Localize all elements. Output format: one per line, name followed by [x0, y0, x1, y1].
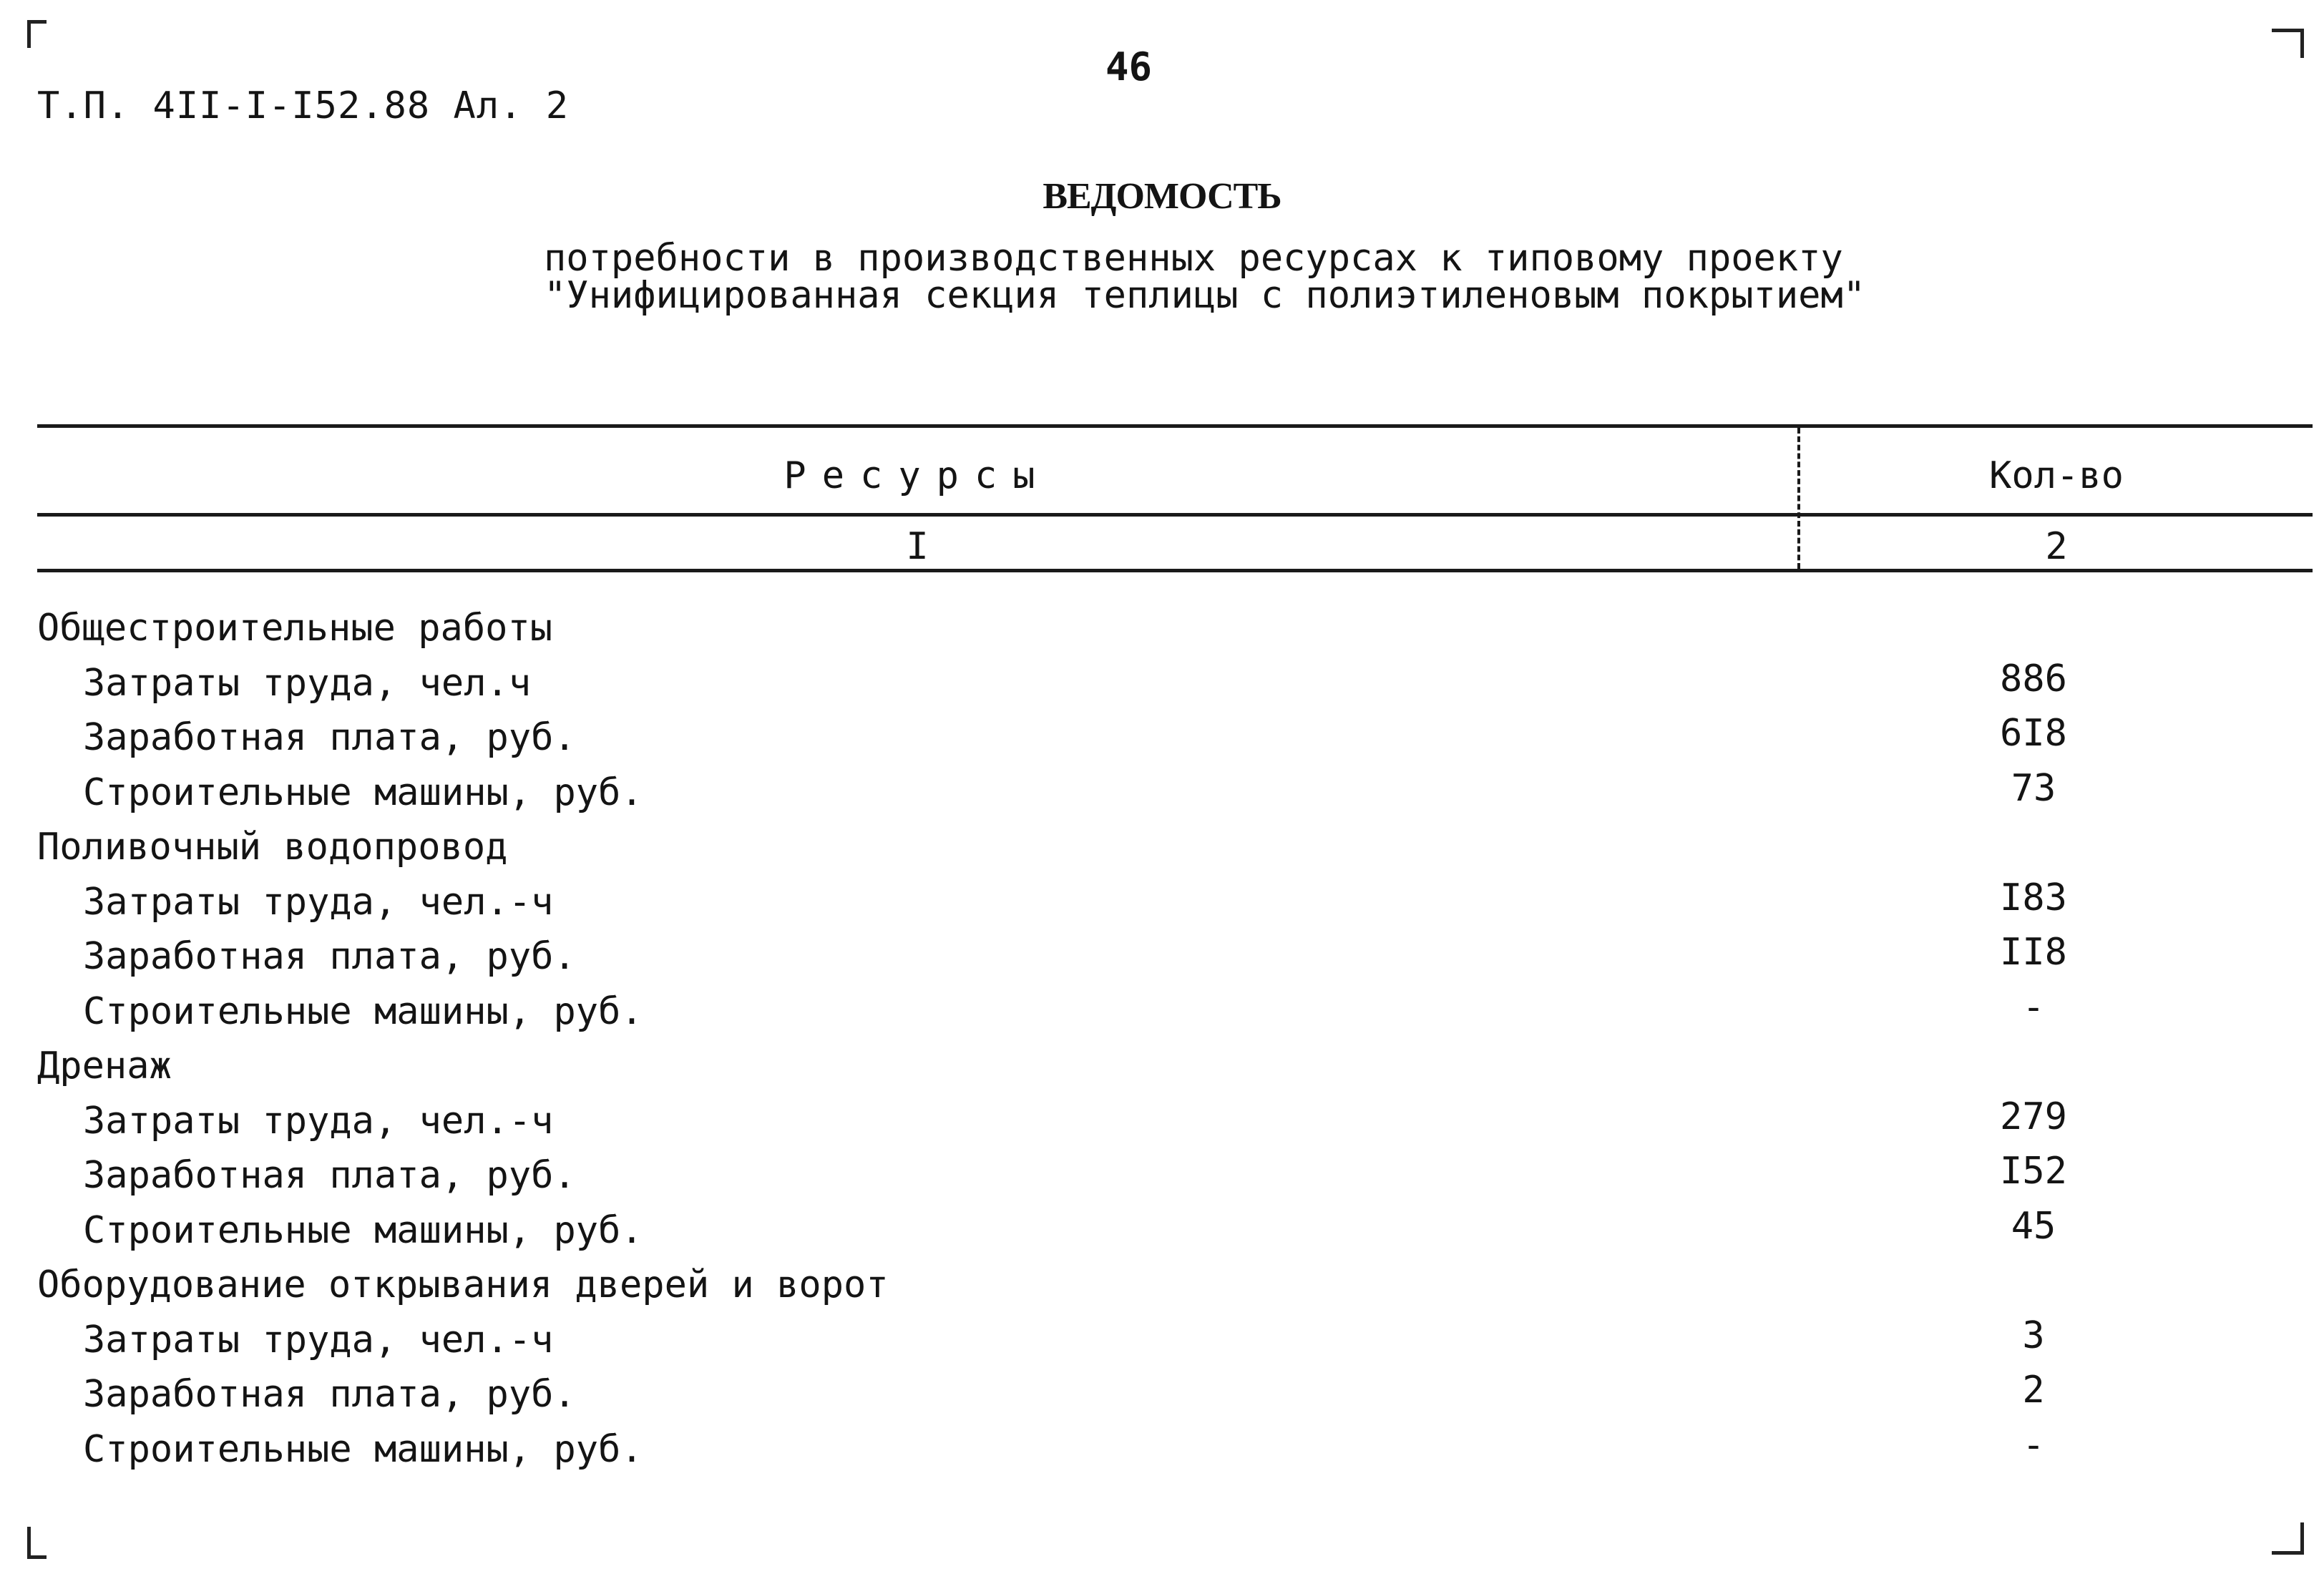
resource-label: Строительные машины, руб.	[83, 1427, 643, 1471]
table-row	[37, 984, 2313, 1040]
resource-label: Строительные машины, руб.	[83, 1208, 643, 1252]
page-number: 46	[1105, 44, 1153, 89]
document-subtitle	[544, 237, 1866, 317]
table-top-rule	[37, 424, 2313, 428]
table-header-rule	[37, 513, 2313, 517]
resource-label: Затраты труда, чел.-ч	[83, 880, 554, 924]
section-title: Поливочный водопровод	[37, 826, 508, 869]
table-row	[37, 1422, 2313, 1477]
table-row	[37, 1313, 2313, 1368]
document-code: Т.П. 4II-I-I52.88 Ал. 2	[37, 84, 570, 127]
section-title: Общестроительные работы	[37, 607, 553, 650]
quantity-value: II8	[2000, 931, 2067, 974]
table-row	[37, 1258, 2313, 1313]
column-header-quantity: Кол-во	[1989, 454, 2124, 497]
quantity-value: 3	[2022, 1314, 2045, 1357]
table-row	[37, 710, 2313, 766]
resource-label: Затраты труда, чел.ч	[83, 661, 532, 705]
quantity-value: 886	[2000, 657, 2067, 700]
table-numbering-rule	[37, 569, 2313, 572]
table-row	[37, 1094, 2313, 1149]
corner-mark-bottom-left	[27, 1527, 47, 1559]
corner-mark-top-left	[27, 20, 47, 48]
corner-mark-top-right	[2272, 29, 2304, 58]
resource-label: Заработная плата, руб.	[83, 716, 576, 759]
table-row	[37, 1203, 2313, 1258]
quantity-value: 6I8	[2000, 712, 2067, 755]
section-title: Дренаж	[37, 1045, 172, 1087]
resource-label: Строительные машины, руб.	[83, 771, 643, 814]
column-number-1: I	[906, 525, 929, 568]
resource-label: Затраты труда, чел.-ч	[83, 1318, 554, 1361]
table-row	[37, 1148, 2313, 1203]
document-title: ВЕДОМОСТЬ	[1043, 176, 1281, 217]
subtitle-line-1: потребности в производственных ресурсах к типовому проекту	[544, 237, 1843, 280]
quantity-value: I52	[2000, 1150, 2067, 1193]
resource-label: Заработная плата, руб.	[83, 1154, 576, 1197]
corner-mark-bottom-right	[2272, 1522, 2304, 1555]
table-row	[37, 820, 2313, 875]
table-row	[37, 766, 2313, 821]
table-row	[37, 929, 2313, 984]
quantity-value: -	[2022, 985, 2045, 1029]
table-row	[37, 1039, 2313, 1094]
quantity-value: 45	[2011, 1204, 2056, 1248]
table-body	[37, 601, 2313, 1477]
quantity-value: 73	[2011, 766, 2056, 810]
quantity-value: 2	[2022, 1369, 2045, 1412]
table-row	[37, 1367, 2313, 1422]
table-row	[37, 656, 2313, 711]
resource-label: Заработная плата, руб.	[83, 1373, 576, 1416]
resource-label: Строительные машины, руб.	[83, 989, 643, 1033]
column-header-resources: Ресурсы	[783, 454, 1051, 497]
subtitle-line-2: "Унифицированная секция теплицы с полиэтиленовым покрытием"	[544, 274, 1866, 317]
table-row	[37, 875, 2313, 930]
resource-label: Заработная плата, руб.	[83, 935, 576, 978]
quantity-value: I83	[2000, 876, 2067, 919]
quantity-value: -	[2022, 1423, 2045, 1467]
table-row	[37, 601, 2313, 656]
column-number-2: 2	[2045, 525, 2068, 568]
quantity-value: 279	[2000, 1095, 2067, 1138]
resource-label: Затраты труда, чел.-ч	[83, 1099, 554, 1143]
section-title: Оборудование открывания дверей и ворот	[37, 1263, 889, 1306]
